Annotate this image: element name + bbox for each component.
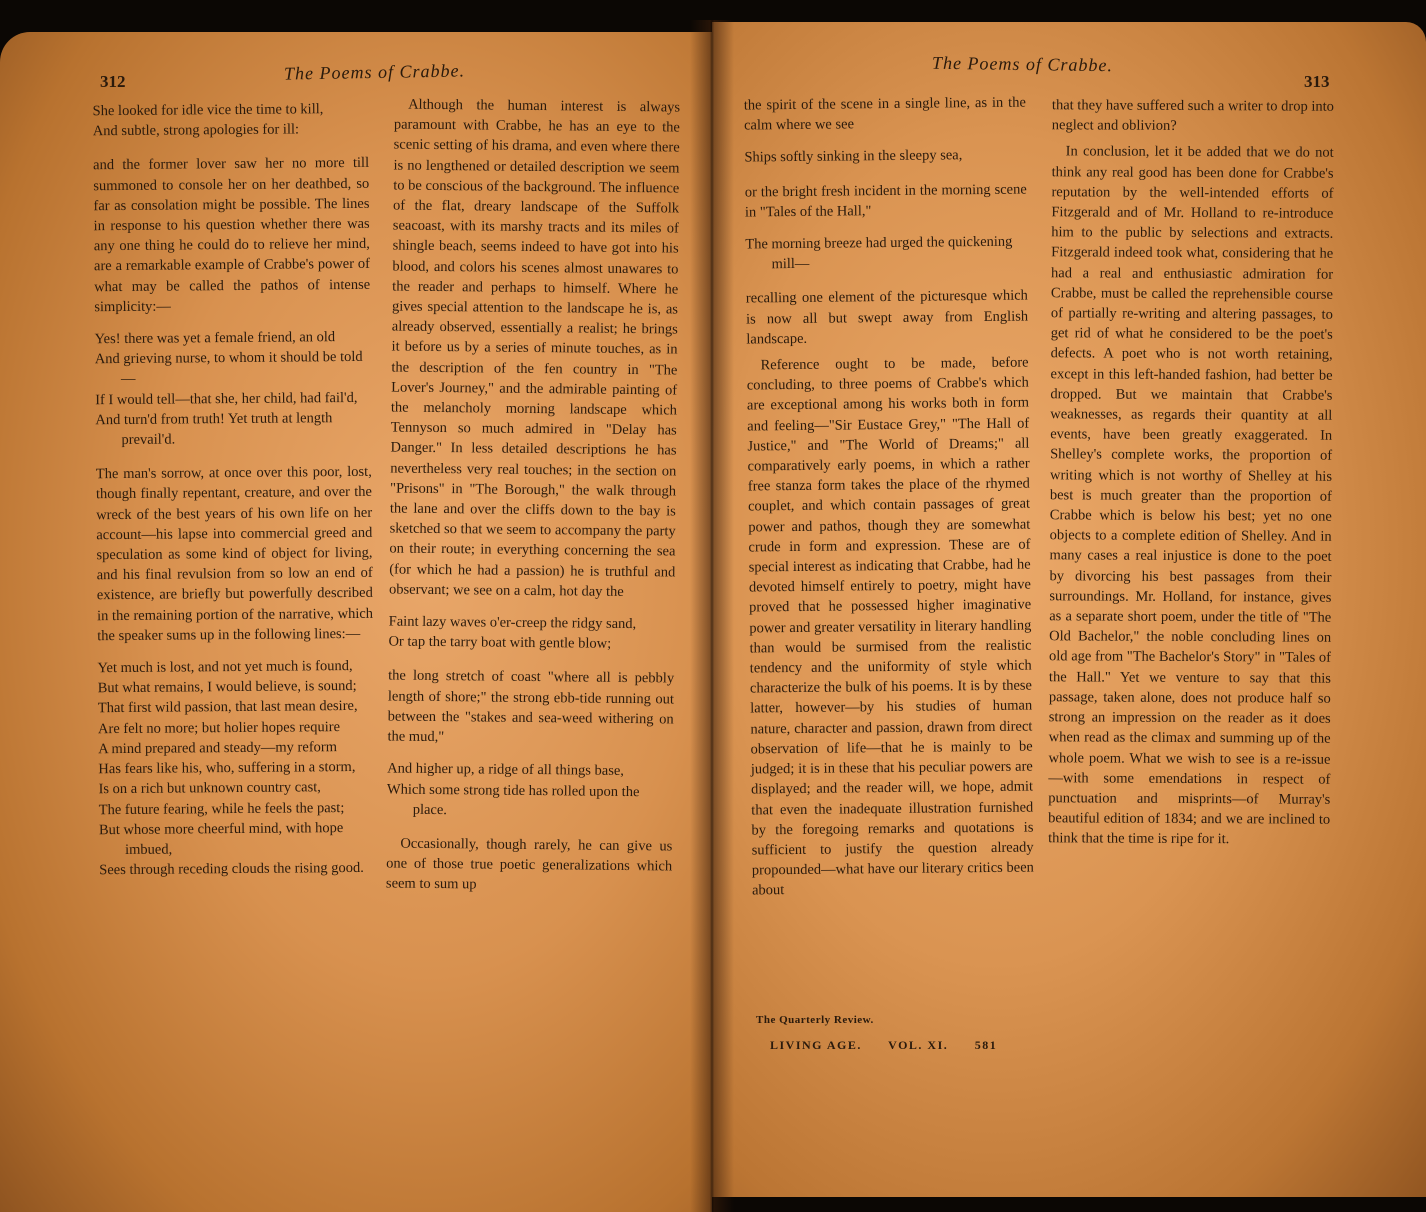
verse-line: And higher up, a ridge of all things base, (387, 760, 625, 780)
paragraph: or the bright fresh incident in the morning scene in "Tales of the Hall," (744, 181, 1027, 221)
verse-line: If I would tell—that she, her child, had fail'd, (95, 389, 358, 408)
running-head-right: The Poems of Crabbe. (931, 52, 1114, 76)
verse-line: She looked for idle vice the time to kill, (92, 101, 324, 120)
left-page (0, 32, 712, 1212)
paragraph: The man's sorrow, at once over this poor, lost, though finally repentant, creature, and over the wreck of the best years of his own life on her account—his lapse into commercial greed and speculation as some kind of object for living, and his final revulsion from so low an end of existence, are briefly but powerfully described in the remaining portion of the narrative, which the speaker sums up in the following lines:— (95, 464, 374, 645)
signature-title: LIVING AGE. (770, 1038, 862, 1052)
verse-line: But what remains, I would believe, is sound; (97, 678, 357, 697)
verse-line: And grieving nurse, to whom it should be told— (94, 349, 363, 388)
verse-line: That first wild passion, that last mean desire, (97, 698, 358, 717)
paragraph: Although the human interest is always paramount with Crabbe, he has an eye to the scenic setting of his drama, and even where there is no lengthened or detailed description we seem to be conscious of the background. The influence of the flat, dreary landscape of the Suffolk seacoast, with its marshy tracts and its miles of shingle beach, seems indeed to have got into his blood, and colors his scenes almost unawares to the reader and perhaps to himself. Where he gives special attention to the landscape he is, as already observed, essentially a realist; he brings it before us by a series of minute touches, as in the description of the fen country in "The Lover's Journey," and the admirable painting of the melancholy morning landscape which Tennyson so much admired in "Delay has Danger." In less detailed descriptions he has nevertheless very real touches; in the section on "Prisons" in "The Borough," the walk through the lane and over the cliffs down to the bay is sketched so that we seem to accompany the party on their route; in everything concerning the sea (for which he had a passion) he is truthful and observant; we see on a calm, hot day the (388, 96, 681, 600)
verse-line: Yet much is lost, and not yet much is found, (97, 658, 353, 677)
page-number-right: 313 (1304, 72, 1330, 91)
verse-line: A mind prepared and steady—my reform (98, 739, 338, 758)
verse-block (388, 612, 674, 655)
verse-block (745, 232, 1027, 275)
verse-block (744, 145, 1026, 168)
verse-line: Which some strong tide has rolled upon the place. (386, 780, 640, 818)
paragraph: In conclusion, let it be added that we do not think any real good has been done for Crabbe's reputation by the well-intended efforts of Fitzgerald and of Mr. Holland to re-introduce him to the public by selections and extracts. Fitzgerald indeed took what, considering that he had a real and enthusiastic admiration for Crabbe, must be called the reprehensible course of partially re-writing and altering passages, to get rid of what he considered to be the poet's defects. A poet who is not worth retaining, except in this left-handed fashion, had better be dropped. But we maintain that Crabbe's weaknesses, as regards their quantity at all events, have been greatly exaggerated. In Shelley's complete works, the proportion of writing which is not worthy of Shelley at his best is much greater than the proportion of Crabbe which is below his best; yet no one objects to a complete edition of Shelley. And in many cases a real injustice is done to the poet by divorcing his best passages from their surroundings. Mr. Holland, for instance, gives as a separate short poem, under the title of "The Old Bachelor," the noble concluding lines on old age from "The Bachelor's Story" in "Tales of the Hall." Yet we venture to say that this passage, taken alone, does not produce half so strong an impression on the reader as it does when read as the climax and summing up of the whole poem. What we wish to see is a re-issue—with some emendations in respect of punctuation and misprints—of Murray's beautiful edition of 1834; and we are inclined to think that the time is ripe for it. (1048, 143, 1334, 848)
left-column-2 (386, 95, 680, 903)
paragraph: Occasionally, though rarely, he can give us one of those true poetic generalizations which seem to sum up (385, 835, 673, 893)
verse-line: Or tap the tarry boat with gentle blow; (388, 633, 612, 653)
verse-line: Ships softly sinking in the sleepy sea, (744, 147, 963, 166)
verse-line: Is on a rich but unknown country cast, (98, 779, 321, 798)
signature-volume: VOL. XI. (888, 1038, 949, 1052)
left-column-1 (93, 99, 376, 895)
verse-line: Sees through receding clouds the rising good. (99, 859, 364, 879)
right-column-2 (1048, 95, 1334, 856)
verse-line: And turn'd from truth! Yet truth at length prevail'd. (95, 409, 333, 449)
verse-block (93, 99, 369, 142)
verse-line: But whose more cheerful mind, with hope imbued, (98, 819, 344, 858)
printer-signature (770, 1038, 1019, 1053)
verse-line: Are felt no more; but holier hopes require (97, 718, 341, 737)
verse-line: The morning breeze had urged the quickening mill— (745, 233, 1013, 273)
verse-line: Faint lazy waves o'er-creep the ridgy sand, (388, 613, 637, 633)
paragraph: recalling one element of the picturesque which is now all but swept away from English landscape. (745, 287, 1029, 348)
verse-block (97, 656, 375, 881)
verse-block (95, 327, 372, 451)
verse-line: Has fears like his, who, suffering in a storm, (98, 759, 356, 778)
verse-line: And subtle, strong apologies for ill: (92, 121, 300, 140)
page-number-left: 312 (100, 72, 126, 91)
right-column-1 (744, 93, 1034, 907)
paragraph: and the former lover saw her no more till summoned to console her on her deathbed, so far as consolation might be possible. The lines in response to his question whether there was any one thing he could do to relieve her mind, are a remarkable example of Crabbe's power of what may be called the pathos of intense simplicity:— (93, 155, 371, 316)
paragraph: Reference ought to be made, before concluding, to three poems of Crabbe's which are exceptional among his works both in form and feeling—"Sir Eustace Grey," "The Hall of Justice," and "The World of Dreams;" all comparatively early poems, in which a rather free stanza form takes the place of the rhymed couplet, and which contain passages of great power and pathos, though they are somewhat crude in form and expression. These are of special interest as indicating that Crabbe, had he devoted himself entirely to poetry, might have proved that he possessed higher imaginative power and greater versatility in literary handling than would be surmised from the realistic tendency and the uniformity of style which characterize the bulk of his poems. It is by these latter, however—by his studies of human nature, character and passion, drawn from direct observation of life—that he is mainly to be judged; it is in these that his peculiar powers are displayed; and the reader will, we hope, admit that even the inadequate illustration furnished by the foregoing remarks and quotations is sufficient to justify the question already propounded—what have our literary critics been about (746, 354, 1034, 899)
paragraph: the spirit of the scene in a single line, as in the calm where we see (743, 94, 1026, 134)
source-footnote: The Quarterly Review. (756, 1014, 874, 1026)
paragraph: that they have suffered such a writer to drop into neglect and oblivion? (1051, 97, 1334, 135)
paragraph: the long stretch of coast "where all is pebbly length of shore;" the strong ebb-tide running out between the "stakes and sea-weed withering on the mud," (387, 667, 675, 746)
running-head-left: The Poems of Crabbe. (283, 60, 466, 84)
signature-number: 581 (974, 1038, 998, 1052)
verse-line: The future fearing, while he feels the past; (98, 799, 345, 818)
right-page (712, 22, 1426, 1197)
verse-block (387, 759, 674, 823)
verse-line: Yes! there was yet a female friend, an old (94, 329, 336, 348)
